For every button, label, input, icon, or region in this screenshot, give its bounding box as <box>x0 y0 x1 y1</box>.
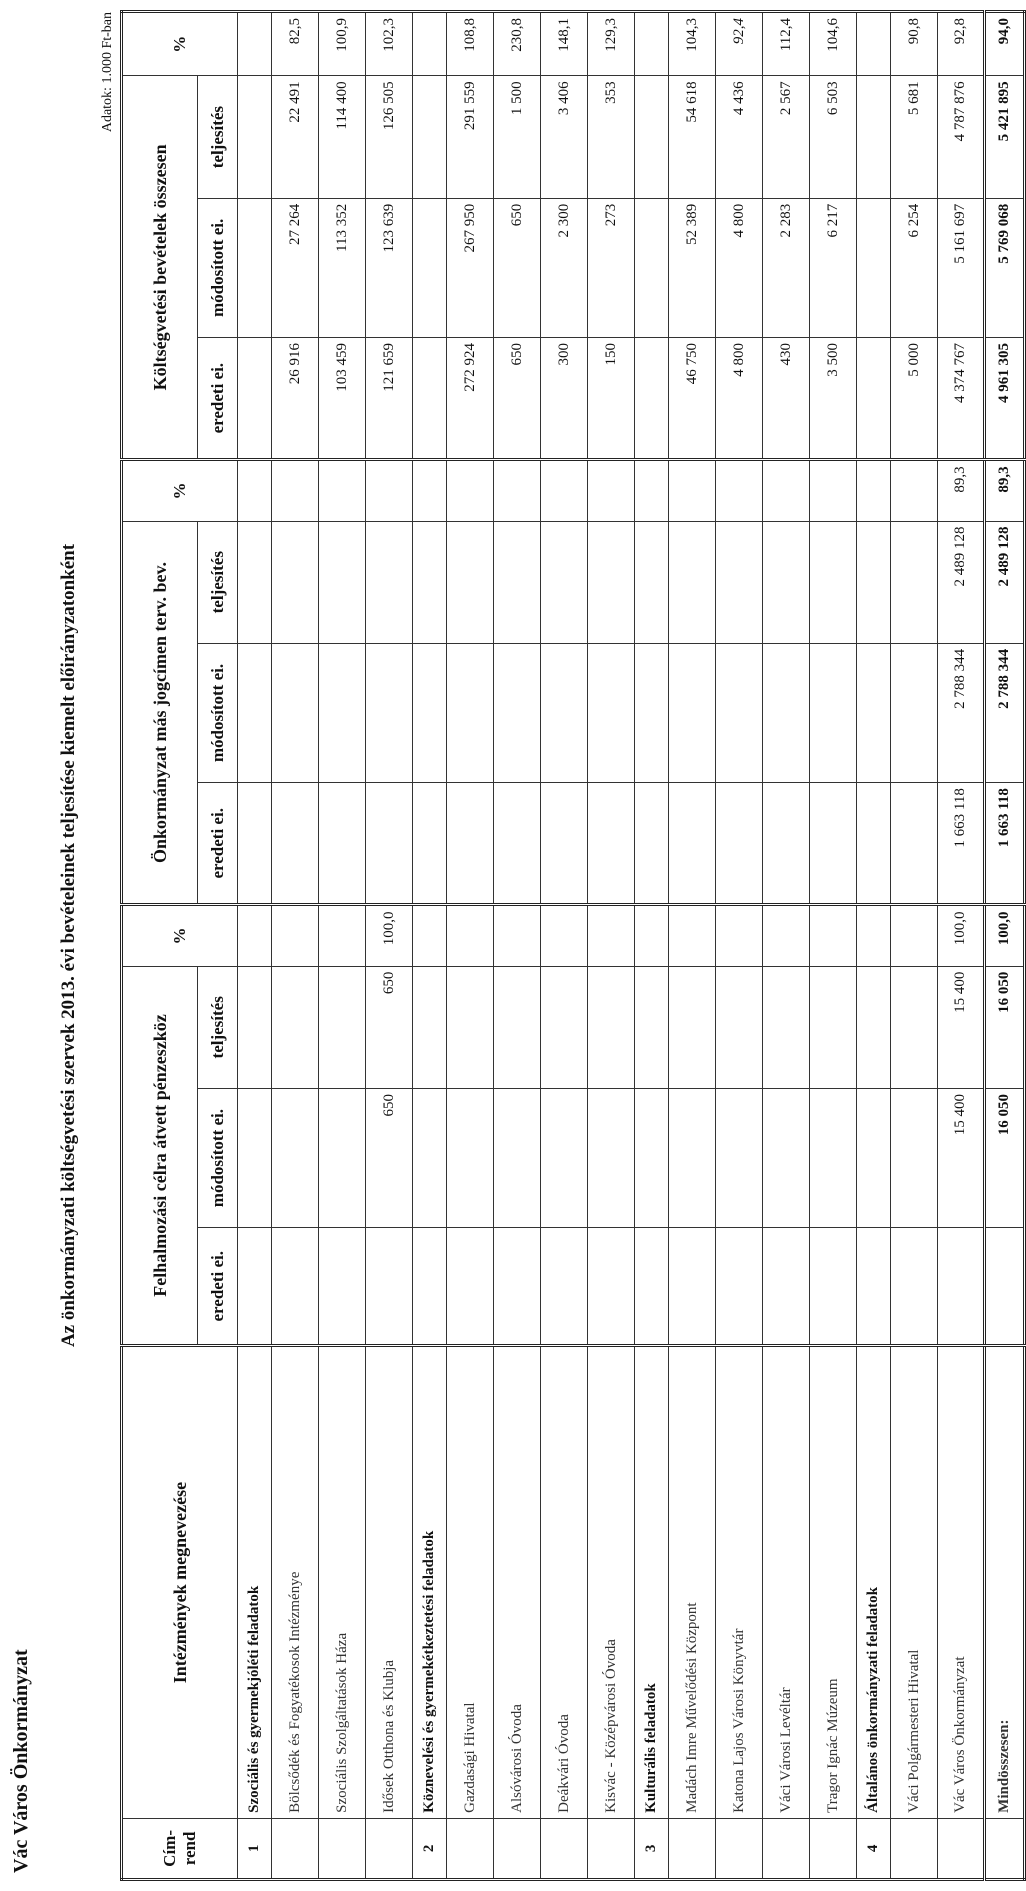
value-cell <box>238 966 272 1088</box>
value-cell: 27 264 <box>272 198 319 337</box>
value-cell <box>541 1228 588 1346</box>
value-cell <box>238 198 272 337</box>
value-cell <box>413 338 447 460</box>
percent-cell: 104,3 <box>669 12 716 76</box>
percent-cell <box>763 460 810 521</box>
value-cell: 6 217 <box>810 198 857 337</box>
value-cell: 4 787 876 <box>938 76 985 198</box>
value-cell <box>541 966 588 1088</box>
value-cell <box>810 643 857 782</box>
value-cell <box>810 783 857 905</box>
value-cell <box>669 1228 716 1346</box>
value-cell: 1 663 118 <box>938 783 985 905</box>
percent-cell <box>891 460 938 521</box>
value-cell <box>238 643 272 782</box>
percent-cell <box>635 460 669 521</box>
value-cell <box>541 521 588 643</box>
header-group-koltsegvetesi: Költségvetési bevételek összesen <box>122 76 198 460</box>
header-eredeti: eredeti ei. <box>198 338 238 460</box>
value-cell <box>857 783 891 905</box>
value-cell <box>763 966 810 1088</box>
value-cell <box>716 1088 763 1227</box>
value-cell: 353 <box>588 76 635 198</box>
percent-cell <box>588 905 635 966</box>
institution-name: Vác Város Önkormányzat <box>938 1346 985 1819</box>
percent-cell: 92,4 <box>716 12 763 76</box>
percent-cell <box>669 905 716 966</box>
value-cell: 4 800 <box>716 198 763 337</box>
value-cell <box>413 76 447 198</box>
value-cell <box>541 783 588 905</box>
table-body <box>238 12 1025 1880</box>
cim-cell <box>494 1818 541 1879</box>
percent-cell: 112,4 <box>763 12 810 76</box>
percent-cell <box>447 460 494 521</box>
value-cell <box>272 643 319 782</box>
value-cell <box>588 783 635 905</box>
percent-cell <box>319 460 366 521</box>
percent-cell: 102,3 <box>366 12 413 76</box>
percent-cell <box>447 905 494 966</box>
institution-name: Idősek Otthona és Klubja <box>366 1346 413 1819</box>
value-cell <box>716 1228 763 1346</box>
group-row <box>635 12 669 1880</box>
header-teljesites: teljesítés <box>198 521 238 643</box>
value-cell <box>891 1228 938 1346</box>
header-teljesites: teljesítés <box>198 966 238 1088</box>
value-cell <box>413 783 447 905</box>
cim-cell <box>366 1818 413 1879</box>
percent-cell: 94,0 <box>985 12 1025 76</box>
value-cell: 113 352 <box>319 198 366 337</box>
percent-cell <box>541 460 588 521</box>
value-cell: 5 769 068 <box>985 198 1025 337</box>
percent-cell: 104,6 <box>810 12 857 76</box>
value-cell <box>891 643 938 782</box>
percent-cell <box>716 460 763 521</box>
value-cell <box>635 76 669 198</box>
value-cell <box>494 1228 541 1346</box>
institution-name: Szociális Szolgáltatások Háza <box>319 1346 366 1819</box>
value-cell: 273 <box>588 198 635 337</box>
value-cell: 2 489 128 <box>985 521 1025 643</box>
table-row <box>366 12 413 1880</box>
document-title: Az önkormányzati költségvetési szervek 2013. évi bevételeinek teljesítése kiemelt előirányzatonként <box>58 543 79 1348</box>
value-cell: 4 800 <box>716 338 763 460</box>
value-cell <box>716 783 763 905</box>
percent-cell: 129,3 <box>588 12 635 76</box>
value-cell: 6 503 <box>810 76 857 198</box>
value-cell: 114 400 <box>319 76 366 198</box>
value-cell: 15 400 <box>938 966 985 1088</box>
value-cell <box>635 783 669 905</box>
percent-cell <box>810 905 857 966</box>
value-cell <box>319 1228 366 1346</box>
table-row <box>669 12 716 1880</box>
value-cell: 267 950 <box>447 198 494 337</box>
value-cell <box>938 1228 985 1346</box>
value-cell <box>366 1228 413 1346</box>
percent-cell <box>366 460 413 521</box>
header-modositott: módosított ei. <box>198 198 238 337</box>
value-cell <box>635 643 669 782</box>
value-cell <box>413 198 447 337</box>
value-cell <box>413 643 447 782</box>
table-row <box>319 12 366 1880</box>
value-cell <box>669 521 716 643</box>
value-cell <box>635 966 669 1088</box>
percent-cell <box>238 905 272 966</box>
percent-cell <box>669 460 716 521</box>
value-cell: 54 618 <box>669 76 716 198</box>
value-cell <box>494 521 541 643</box>
value-cell: 1 663 118 <box>985 783 1025 905</box>
value-cell <box>716 521 763 643</box>
cim-cell <box>891 1818 938 1879</box>
institution-name: Mindösszesen: <box>985 1346 1025 1819</box>
value-cell <box>238 783 272 905</box>
percent-cell <box>635 905 669 966</box>
value-cell <box>413 1088 447 1227</box>
percent-cell: 100,0 <box>985 905 1025 966</box>
percent-cell <box>238 12 272 76</box>
cim-cell <box>669 1818 716 1879</box>
header-cim-rend: Cím-rend <box>122 1818 238 1879</box>
value-cell: 5 161 697 <box>938 198 985 337</box>
percent-cell: 82,5 <box>272 12 319 76</box>
value-cell: 4 961 305 <box>985 338 1025 460</box>
percent-cell <box>810 460 857 521</box>
percent-cell <box>716 905 763 966</box>
value-cell <box>669 643 716 782</box>
value-cell <box>238 1088 272 1227</box>
percent-cell: 100,0 <box>366 905 413 966</box>
header-modositott: módosított ei. <box>198 643 238 782</box>
percent-cell: 89,3 <box>938 460 985 521</box>
value-cell <box>319 521 366 643</box>
cim-cell: 2 <box>413 1818 447 1879</box>
group-row <box>857 12 891 1880</box>
cim-cell <box>716 1818 763 1879</box>
cim-cell: 4 <box>857 1818 891 1879</box>
value-cell: 650 <box>366 1088 413 1227</box>
value-cell: 22 491 <box>272 76 319 198</box>
value-cell <box>588 643 635 782</box>
cim-cell <box>541 1818 588 1879</box>
percent-cell: 92,8 <box>938 12 985 76</box>
percent-cell <box>541 905 588 966</box>
value-cell: 150 <box>588 338 635 460</box>
revenue-table <box>120 10 1026 1881</box>
value-cell <box>857 338 891 460</box>
organization-name: Vác Város Önkormányzat <box>10 1649 32 1873</box>
percent-cell <box>635 12 669 76</box>
cim-cell <box>763 1818 810 1879</box>
total-row <box>985 12 1025 1880</box>
header-modositott: módosított ei. <box>198 1088 238 1227</box>
value-cell <box>238 1228 272 1346</box>
value-cell: 2 489 128 <box>938 521 985 643</box>
institution-name: Deákvári Óvoda <box>541 1346 588 1819</box>
value-cell <box>447 1228 494 1346</box>
value-cell: 1 500 <box>494 76 541 198</box>
value-cell <box>494 1088 541 1227</box>
value-cell: 5 000 <box>891 338 938 460</box>
value-cell: 430 <box>763 338 810 460</box>
percent-cell <box>857 460 891 521</box>
value-cell <box>272 783 319 905</box>
percent-cell <box>413 905 447 966</box>
value-cell <box>985 1228 1025 1346</box>
value-cell <box>588 966 635 1088</box>
value-cell <box>635 1088 669 1227</box>
percent-cell <box>238 460 272 521</box>
value-cell <box>494 966 541 1088</box>
value-cell: 272 924 <box>447 338 494 460</box>
percent-cell <box>272 460 319 521</box>
percent-cell <box>891 905 938 966</box>
value-cell: 52 389 <box>669 198 716 337</box>
percent-cell <box>494 460 541 521</box>
value-cell <box>635 521 669 643</box>
value-cell: 5 421 895 <box>985 76 1025 198</box>
value-cell <box>541 643 588 782</box>
value-cell <box>447 521 494 643</box>
institution-name: Váci Polgármesteri Hivatal <box>891 1346 938 1819</box>
value-cell <box>810 966 857 1088</box>
value-cell: 6 254 <box>891 198 938 337</box>
header-pct: % <box>122 905 238 966</box>
percent-cell <box>319 905 366 966</box>
value-cell <box>857 966 891 1088</box>
value-cell <box>763 521 810 643</box>
value-cell <box>494 783 541 905</box>
percent-cell: 89,3 <box>985 460 1025 521</box>
percent-cell <box>413 12 447 76</box>
cim-cell <box>447 1818 494 1879</box>
unit-note: Adatok: 1.000 Ft-ban <box>100 12 115 133</box>
value-cell <box>319 1088 366 1227</box>
table-row <box>541 12 588 1880</box>
header-eredeti: eredeti ei. <box>198 783 238 905</box>
value-cell <box>857 1088 891 1227</box>
cim-cell <box>319 1818 366 1879</box>
value-cell: 16 050 <box>985 966 1025 1088</box>
percent-cell: 230,8 <box>494 12 541 76</box>
value-cell <box>447 1088 494 1227</box>
value-cell <box>857 198 891 337</box>
percent-cell: 90,8 <box>891 12 938 76</box>
percent-cell <box>857 905 891 966</box>
percent-cell: 108,8 <box>447 12 494 76</box>
institution-name: Kulturális feladatok <box>635 1346 669 1819</box>
institution-name: Tragor Ignác Múzeum <box>810 1346 857 1819</box>
header-row-groups <box>122 12 198 1880</box>
value-cell: 2 300 <box>541 198 588 337</box>
institution-name: Katona Lajos Városi Könyvtár <box>716 1346 763 1819</box>
header-group-onkormanyzat: Önkormányzat más jogcímen terv. bev. <box>122 521 198 905</box>
value-cell: 126 505 <box>366 76 413 198</box>
value-cell <box>413 521 447 643</box>
header-pct: % <box>122 12 238 76</box>
value-cell: 650 <box>494 198 541 337</box>
group-row <box>238 12 272 1880</box>
value-cell: 300 <box>541 338 588 460</box>
value-cell <box>716 643 763 782</box>
header-eredeti: eredeti ei. <box>198 1228 238 1346</box>
value-cell: 2 788 344 <box>938 643 985 782</box>
value-cell <box>238 76 272 198</box>
cim-cell <box>588 1818 635 1879</box>
value-cell <box>272 1228 319 1346</box>
value-cell <box>635 338 669 460</box>
value-cell <box>447 783 494 905</box>
institution-name: Gazdasági Hivatal <box>447 1346 494 1819</box>
cim-cell <box>810 1818 857 1879</box>
cim-cell <box>985 1818 1025 1879</box>
percent-cell: 100,0 <box>938 905 985 966</box>
value-cell <box>366 521 413 643</box>
value-cell <box>891 966 938 1088</box>
percent-cell <box>763 905 810 966</box>
group-row <box>413 12 447 1880</box>
percent-cell <box>857 12 891 76</box>
value-cell <box>541 1088 588 1227</box>
institution-name: Bölcsődék és Fogyatékosok Intézménye <box>272 1346 319 1819</box>
value-cell <box>810 1228 857 1346</box>
institution-name: Alsóvárosi Óvoda <box>494 1346 541 1819</box>
value-cell <box>635 198 669 337</box>
cim-cell <box>272 1818 319 1879</box>
cim-cell <box>938 1818 985 1879</box>
value-cell: 2 788 344 <box>985 643 1025 782</box>
value-cell <box>669 1088 716 1227</box>
value-cell: 5 681 <box>891 76 938 198</box>
table-row <box>810 12 857 1880</box>
value-cell <box>366 643 413 782</box>
table-row <box>716 12 763 1880</box>
cim-cell: 1 <box>238 1818 272 1879</box>
value-cell <box>763 1228 810 1346</box>
value-cell <box>763 643 810 782</box>
value-cell <box>810 521 857 643</box>
value-cell <box>891 521 938 643</box>
value-cell: 15 400 <box>938 1088 985 1227</box>
table-row <box>494 12 541 1880</box>
value-cell <box>447 643 494 782</box>
value-cell <box>413 1228 447 1346</box>
table-row <box>891 12 938 1880</box>
value-cell: 16 050 <box>985 1088 1025 1227</box>
value-cell: 46 750 <box>669 338 716 460</box>
value-cell: 650 <box>494 338 541 460</box>
value-cell <box>366 783 413 905</box>
value-cell <box>588 1088 635 1227</box>
percent-cell <box>272 905 319 966</box>
institution-name: Köznevelési és gyermekétkeztetési feladatok <box>413 1346 447 1819</box>
value-cell: 123 639 <box>366 198 413 337</box>
value-cell <box>588 1228 635 1346</box>
value-cell <box>857 76 891 198</box>
value-cell <box>588 521 635 643</box>
value-cell <box>413 966 447 1088</box>
value-cell <box>891 783 938 905</box>
value-cell <box>447 966 494 1088</box>
percent-cell <box>413 460 447 521</box>
value-cell: 103 459 <box>319 338 366 460</box>
value-cell <box>857 643 891 782</box>
percent-cell: 100,9 <box>319 12 366 76</box>
table-row <box>447 12 494 1880</box>
value-cell <box>319 783 366 905</box>
value-cell <box>763 783 810 905</box>
value-cell <box>857 521 891 643</box>
institution-name: Szociális és gyermekjóléti feladatok <box>238 1346 272 1819</box>
value-cell: 3 500 <box>810 338 857 460</box>
institution-name: Kisvác - Középvárosi Óvoda <box>588 1346 635 1819</box>
value-cell <box>669 966 716 1088</box>
table-row <box>938 12 985 1880</box>
value-cell <box>319 643 366 782</box>
value-cell <box>272 1088 319 1227</box>
value-cell <box>669 783 716 905</box>
cim-cell: 3 <box>635 1818 669 1879</box>
value-cell <box>716 966 763 1088</box>
value-cell: 4 436 <box>716 76 763 198</box>
value-cell: 4 374 767 <box>938 338 985 460</box>
header-name: Intézmények megnevezése <box>122 1346 238 1819</box>
value-cell <box>857 1228 891 1346</box>
value-cell <box>319 966 366 1088</box>
value-cell <box>238 338 272 460</box>
header-teljesites: teljesítés <box>198 76 238 198</box>
percent-cell <box>494 905 541 966</box>
value-cell: 121 659 <box>366 338 413 460</box>
value-cell <box>238 521 272 643</box>
header-pct: % <box>122 460 238 521</box>
table-row <box>763 12 810 1880</box>
header-group-felhalmozasi: Felhalmozási célra átvett pénzeszköz <box>122 966 198 1346</box>
value-cell: 2 283 <box>763 198 810 337</box>
percent-cell: 148,1 <box>541 12 588 76</box>
value-cell <box>272 521 319 643</box>
value-cell <box>272 966 319 1088</box>
value-cell <box>494 643 541 782</box>
table-row <box>588 12 635 1880</box>
value-cell <box>763 1088 810 1227</box>
value-cell <box>891 1088 938 1227</box>
table-row <box>272 12 319 1880</box>
value-cell: 650 <box>366 966 413 1088</box>
value-cell <box>635 1228 669 1346</box>
value-cell: 26 916 <box>272 338 319 460</box>
percent-cell <box>588 460 635 521</box>
institution-name: Váci Városi Levéltár <box>763 1346 810 1819</box>
institution-name: Általános önkormányzati feladatok <box>857 1346 891 1819</box>
institution-name: Madách Imre Művelődési Központ <box>669 1346 716 1819</box>
value-cell <box>810 1088 857 1227</box>
value-cell: 3 406 <box>541 76 588 198</box>
value-cell: 291 559 <box>447 76 494 198</box>
value-cell: 2 567 <box>763 76 810 198</box>
